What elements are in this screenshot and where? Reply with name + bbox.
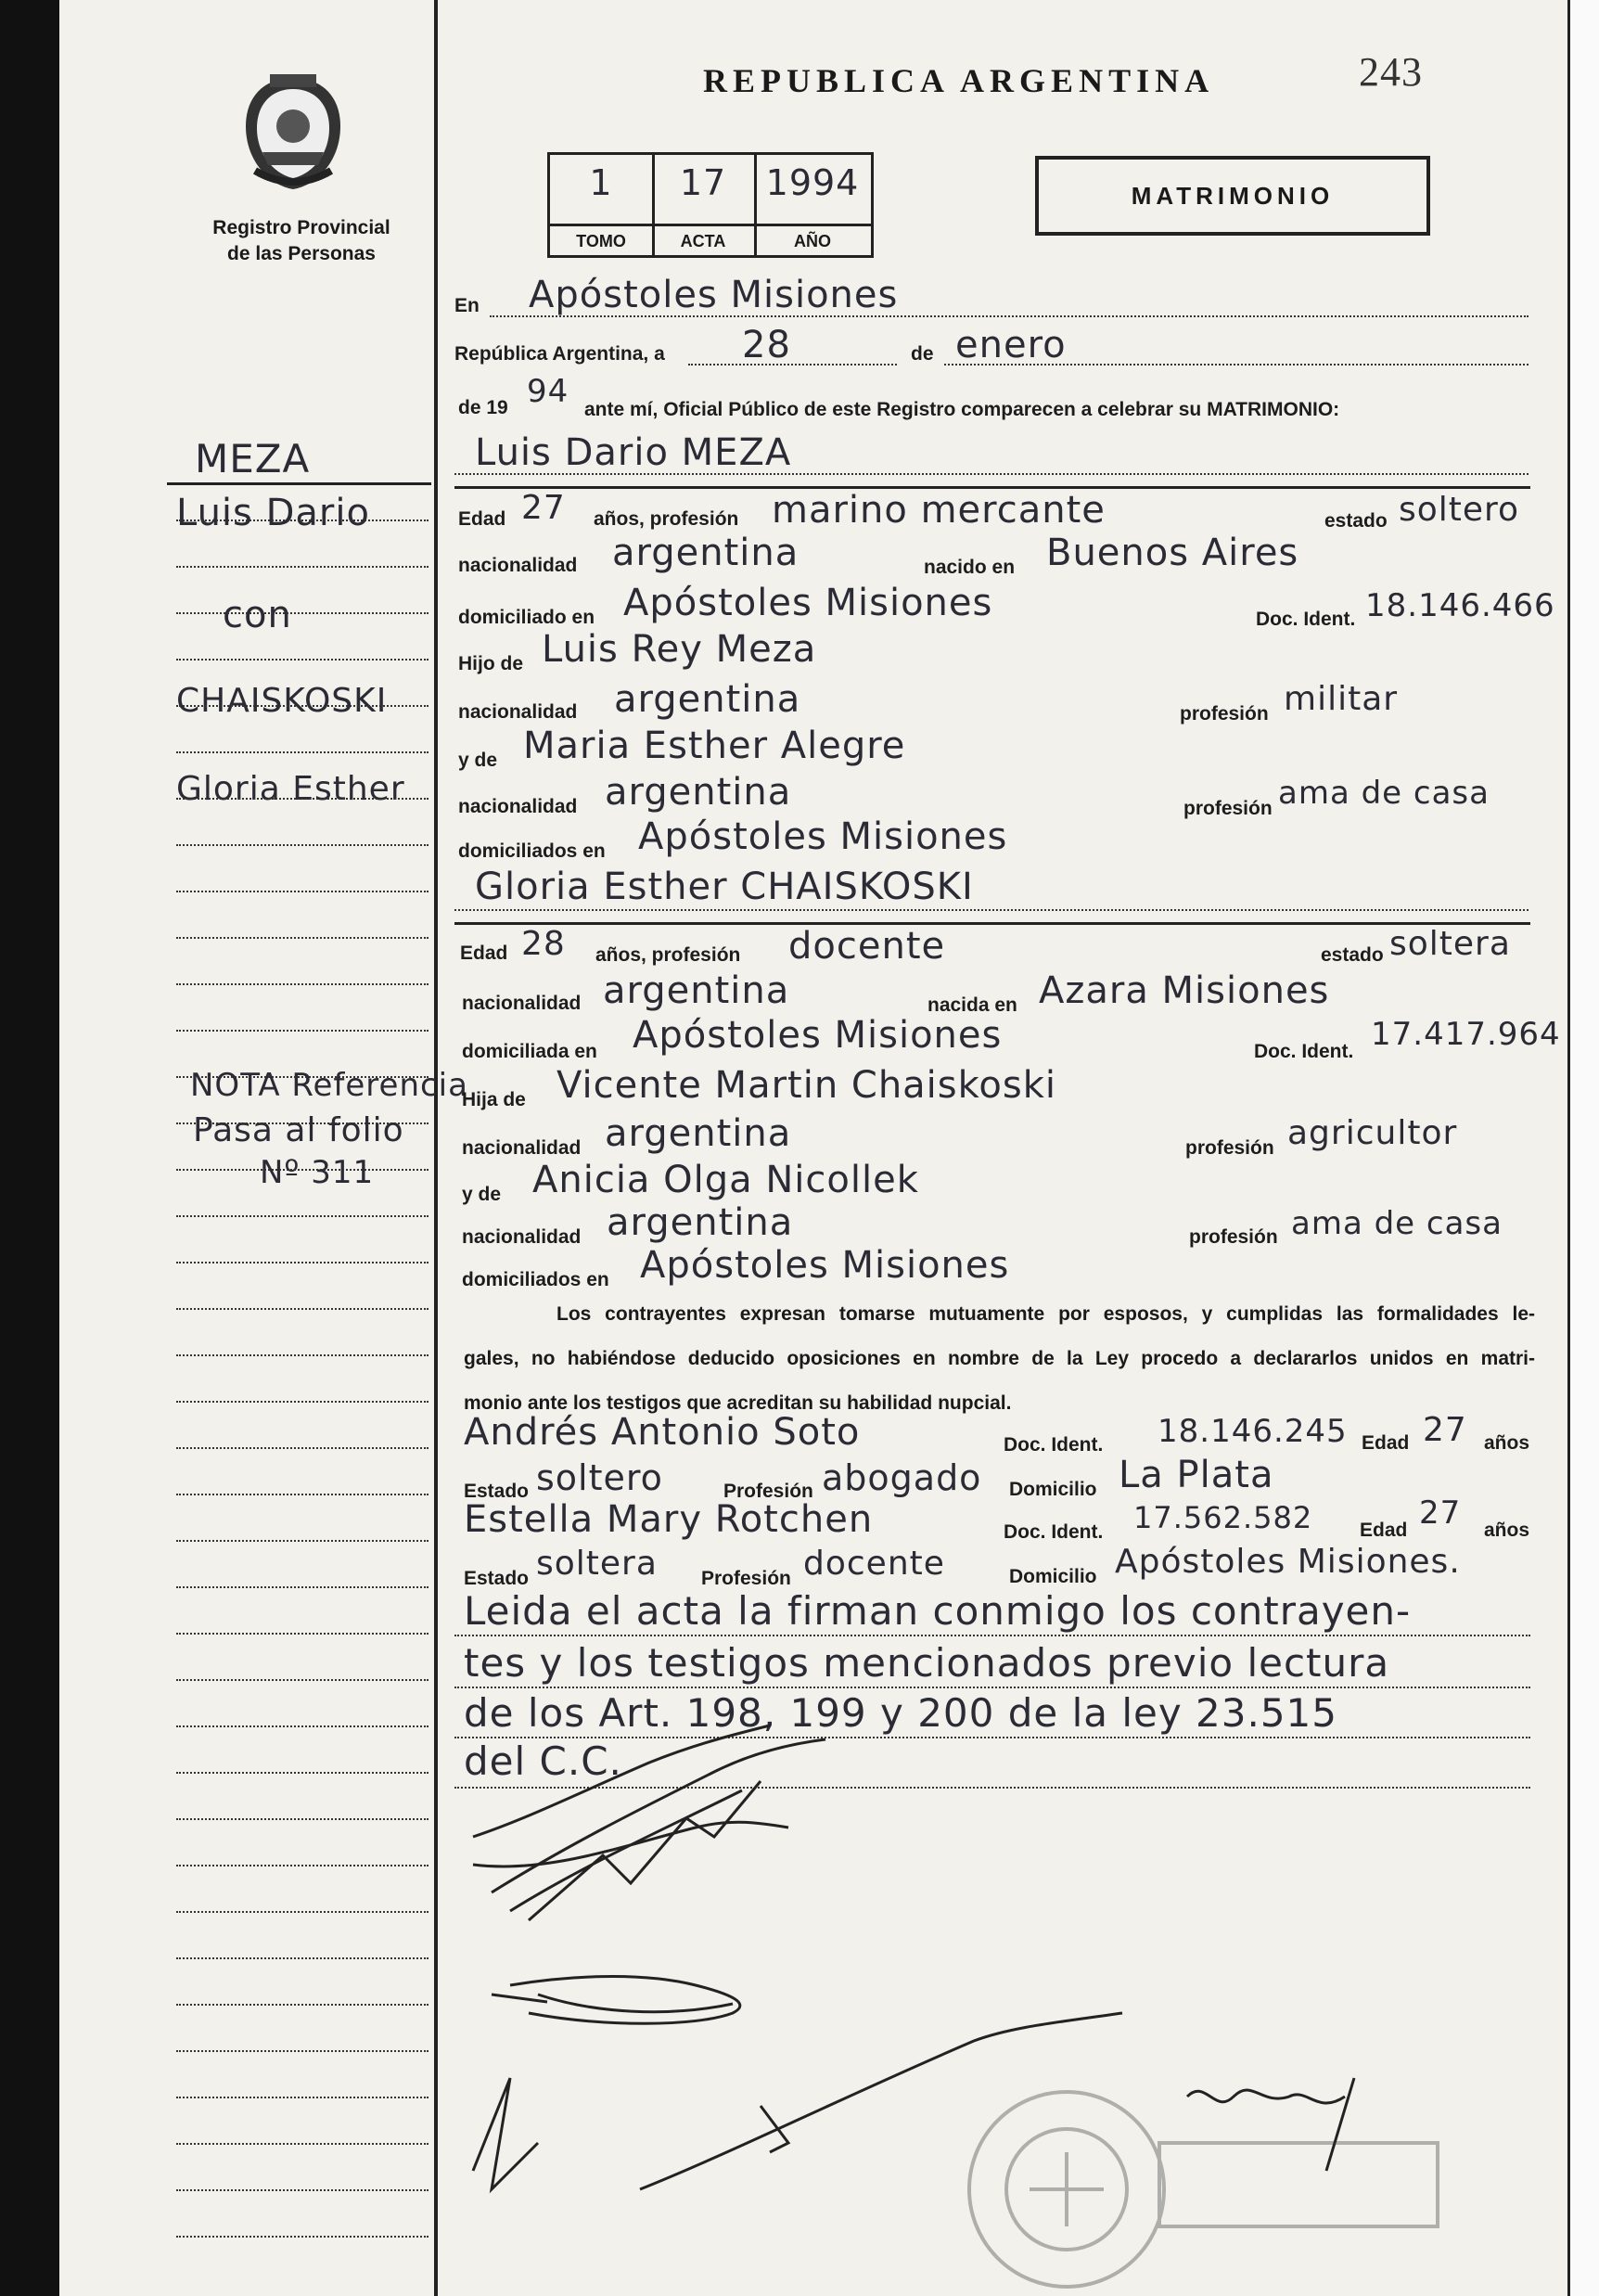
groom-nationality: argentina [612,532,800,574]
bride-age: 28 [521,925,566,963]
margin-ruled-line [176,705,429,707]
witness2-doc-label: Doc. Ident. [1004,1521,1104,1543]
witness1-edad-label: Edad [1362,1432,1410,1454]
witness1-signature [473,2078,538,2189]
witness2-edad-label: Edad [1360,1520,1408,1541]
place-value: Apóstoles Misiones [529,274,899,316]
witness2-domicile: Apóstoles Misiones. [1115,1543,1461,1581]
bride-doc-label: Doc. Ident. [1254,1041,1354,1062]
closing-line3: de los Art. 198, 199 y 200 de la ley 23.515 [464,1690,1338,1736]
act-type-box: MATRIMONIO [1035,156,1430,236]
groom-edad-label: Edad [458,508,506,530]
bride-mother-profession: ama de casa [1291,1205,1503,1242]
country-title: REPUBLICA ARGENTINA [703,62,1215,99]
bride-domicile: Apóstoles Misiones [633,1014,1003,1057]
groom-profession: marino mercante [772,489,1106,532]
year-value: 94 [527,373,569,410]
month-value: enero [955,324,1067,366]
margin-bride-names: Gloria Esther [176,770,405,808]
margin-groom-surname: MEZA [195,436,311,481]
groom-mother-nationality: argentina [605,771,792,814]
witness2-estado-label: Estado [464,1568,530,1589]
anio-value: 1994 [765,162,860,203]
signatures-area [454,1707,1549,2291]
tomo-label: TOMO [550,224,652,258]
margin-ruled-line [176,1076,429,1078]
margin-ruled-line [176,1169,429,1171]
bride-father-nac-label: nacionalidad [462,1137,582,1159]
witness2-domicilio-label: Domicilio [1009,1566,1097,1587]
margin-ruled-line [176,1262,429,1263]
scan-left-edge [0,0,59,2296]
witness1-status: soltero [536,1457,663,1498]
acta-value: 17 [679,162,727,203]
folio-number: 243 [1359,49,1423,95]
bride-estado-label: estado [1321,944,1384,966]
witness2-name: Estella Mary Rotchen [464,1498,874,1541]
margin-ruled-line [176,1447,429,1449]
groom-domiciliado-label: domiciliado en [458,607,595,628]
margin-ruled-line [176,1679,429,1681]
margin-ruled-line [176,1725,429,1727]
section-rule [454,922,1530,925]
bride-edad-label: Edad [460,943,508,964]
margin-ruled-line [176,2143,429,2145]
de-label: de [911,343,934,365]
closing-line4: del C.C. [464,1738,622,1784]
body-ruled-line [454,1687,1530,1688]
witness1-name: Andrés Antonio Soto [464,1411,861,1454]
margin-ruled-line [176,2004,429,2006]
margin-ruled-line [176,798,429,800]
margin-ruled-line [176,751,429,753]
margin-ruled-line [176,1772,429,1774]
witness1-doc-label: Doc. Ident. [1004,1434,1104,1456]
margin-note-line2: Pasa al folio [193,1111,404,1149]
margin-ruled-line [176,983,429,985]
bride-nacida-label: nacida en [927,994,1017,1016]
bride-nationality: argentina [603,969,790,1012]
en-label: En [454,295,480,316]
witness2-doc: 17.562.582 [1133,1500,1313,1535]
bride-mother-nac-label: nacionalidad [462,1226,582,1248]
dotted-line [454,909,1529,911]
witness1-doc: 18.146.245 [1158,1413,1348,1450]
groom-father: Luis Rey Meza [542,628,817,671]
closing-line2: tes y los testigos mencionados previo lectura [464,1640,1390,1686]
witness2-status: soltera [536,1545,658,1583]
margin-ruled-line [176,2097,429,2098]
bride-father-prof-label: profesión [1185,1137,1274,1159]
margin-ruled-line [176,1540,429,1542]
groom-mother-profession: ama de casa [1278,775,1490,812]
anio-label: AÑO [754,224,871,258]
bride-parents-dom-label: domiciliados en [462,1269,609,1290]
groom-father-profession: militar [1284,680,1399,718]
margin-ruled-line [176,659,429,661]
margin-ruled-line [176,1494,429,1495]
groom-mother-nac-label: nacionalidad [458,796,578,817]
margin-connector: con [223,594,292,636]
reference-box [547,152,874,258]
closing-line1: Leida el acta la firman conmigo los contrayen- [464,1588,1412,1634]
official-signature [1187,2078,1354,2171]
groom-father-prof-label: profesión [1180,703,1269,725]
groom-mother-prof-label: profesión [1183,798,1273,819]
margin-ruled-line [176,566,429,568]
margin-ruled-line [176,612,429,614]
bride-nacionalidad-label: nacionalidad [462,993,582,1014]
groom-father-nac-label: nacionalidad [458,701,578,723]
margin-ruled-line [176,1633,429,1635]
groom-mother: Maria Esther Alegre [523,725,906,767]
witness1-domicile: La Plata [1119,1454,1274,1496]
margin-ruled-line [176,1030,429,1032]
margin-ruled-line [176,1957,429,1959]
official-stamp [969,2092,1438,2287]
margin-rule [167,482,431,485]
witness1-profesion-label: Profesión [723,1481,813,1502]
groom-parents-dom-label: domiciliados en [458,840,606,862]
bride-civil-status: soltera [1389,925,1511,963]
margin-ruled-line [176,2050,429,2052]
groom-nacido-label: nacido en [924,557,1016,578]
groom-hijo-label: Hijo de [458,653,524,674]
groom-estado-label: estado [1324,510,1388,532]
republica-label: República Argentina, a [454,343,665,365]
witness2-signature [640,2013,1122,2189]
witness2-anos-label: años [1484,1520,1530,1541]
witness2-profesion-label: Profesión [701,1568,791,1589]
margin-ruled-line [176,1865,429,1866]
bride-parents-domicile: Apóstoles Misiones [640,1244,1010,1287]
groom-age: 27 [521,489,566,527]
body-ruled-line [454,1635,1530,1636]
bride-doc: 17.417.964 [1371,1016,1561,1053]
bride-mother-prof-label: profesión [1189,1226,1278,1248]
margin-ruled-line [176,1401,429,1403]
bride-domiciliada-label: domiciliada en [462,1041,597,1062]
margin-ruled-line [176,1586,429,1588]
bride-hija-label: Hija de [462,1089,526,1110]
bride-mother-nationality: argentina [607,1201,794,1244]
witness1-profession: abogado [822,1457,982,1498]
margin-ruled-line [176,844,429,846]
registry-line2: de las Personas [227,243,376,264]
bride-mother: Anicia Olga Nicollek [532,1159,919,1201]
margin-ruled-line [176,891,429,892]
day-value: 28 [742,324,791,366]
dotted-line [688,364,897,366]
tomo-cell [550,155,655,255]
bride-signature [492,1977,740,2024]
groom-signature [473,1725,825,1920]
margin-groom-names: Luis Dario [176,492,370,534]
bride-father-profession: agricultor [1287,1114,1458,1152]
bride-profession: docente [788,925,946,968]
witness1-domicilio-label: Domicilio [1009,1479,1097,1500]
groom-doc: 18.146.466 [1365,587,1555,624]
declaration-line1: Los contrayentes expresan tomarse mutuamente por esposos, y cumplidas las formalidades le- [556,1303,1535,1325]
margin-bride-surname: CHAISKOSKI [176,682,388,720]
ante-text: ante mí, Oficial Público de este Registro comparecen a celebrar su MATRIMONIO: [584,399,1340,420]
bride-profesion-label: años, profesión [595,944,741,966]
scan-right-edge [1567,0,1599,2296]
margin-ruled-line [176,1911,429,1913]
acta-cell [652,155,757,255]
margin-divider [434,0,438,2296]
bride-father: Vicente Martin Chaiskoski [556,1064,1056,1107]
margin-ruled-line [176,937,429,939]
year-prefix: de 19 [458,397,508,418]
witness2-profession: docente [803,1545,945,1583]
groom-doc-label: Doc. Ident. [1256,609,1356,630]
provincial-coat-of-arms-icon [237,72,350,195]
margin-note-line3: Nº 311 [260,1154,375,1191]
bride-full-name: Gloria Esther CHAISKOSKI [475,866,974,908]
bride-yde-label: y de [462,1184,502,1205]
registry-name [185,215,417,267]
witness1-anos-label: años [1484,1432,1530,1454]
registry-line1: Registro Provincial [212,217,390,238]
groom-yde-label: y de [458,750,498,771]
bride-birthplace: Azara Misiones [1039,969,1330,1012]
margin-ruled-line [176,519,429,521]
margin-ruled-line [176,2236,429,2238]
acta-label: ACTA [652,224,754,258]
declaration-line2: gales, no habiéndose deducido oposiciones en nombre de la Ley procedo a declararlos unidos en matri- [464,1348,1535,1369]
dotted-line [454,473,1529,475]
margin-ruled-line [176,1354,429,1356]
declaration-line3: monio ante los testigos que acreditan su habilidad nupcial. [464,1392,1012,1414]
groom-civil-status: soltero [1399,491,1520,529]
groom-parents-domicile: Apóstoles Misiones [638,815,1008,858]
margin-ruled-line [176,1122,429,1124]
groom-father-nationality: argentina [614,678,801,721]
witness1-estado-label: Estado [464,1481,530,1502]
margin-ruled-line [176,1215,429,1217]
groom-full-name: Luis Dario MEZA [475,431,792,474]
anio-cell [754,155,871,255]
groom-birthplace: Buenos Aires [1046,532,1299,574]
bride-father-nationality: argentina [605,1112,792,1155]
margin-note-title: NOTA Referencia [190,1067,468,1104]
groom-nacionalidad-label: nacionalidad [458,555,578,576]
margin-ruled-line [176,2189,429,2191]
groom-profesion-label: años, profesión [594,508,739,530]
groom-domicile: Apóstoles Misiones [623,582,993,624]
tomo-value: 1 [589,162,613,203]
witness1-age: 27 [1423,1411,1467,1449]
margin-ruled-line [176,1308,429,1310]
margin-ruled-line [176,1818,429,1820]
witness2-age: 27 [1419,1494,1462,1532]
